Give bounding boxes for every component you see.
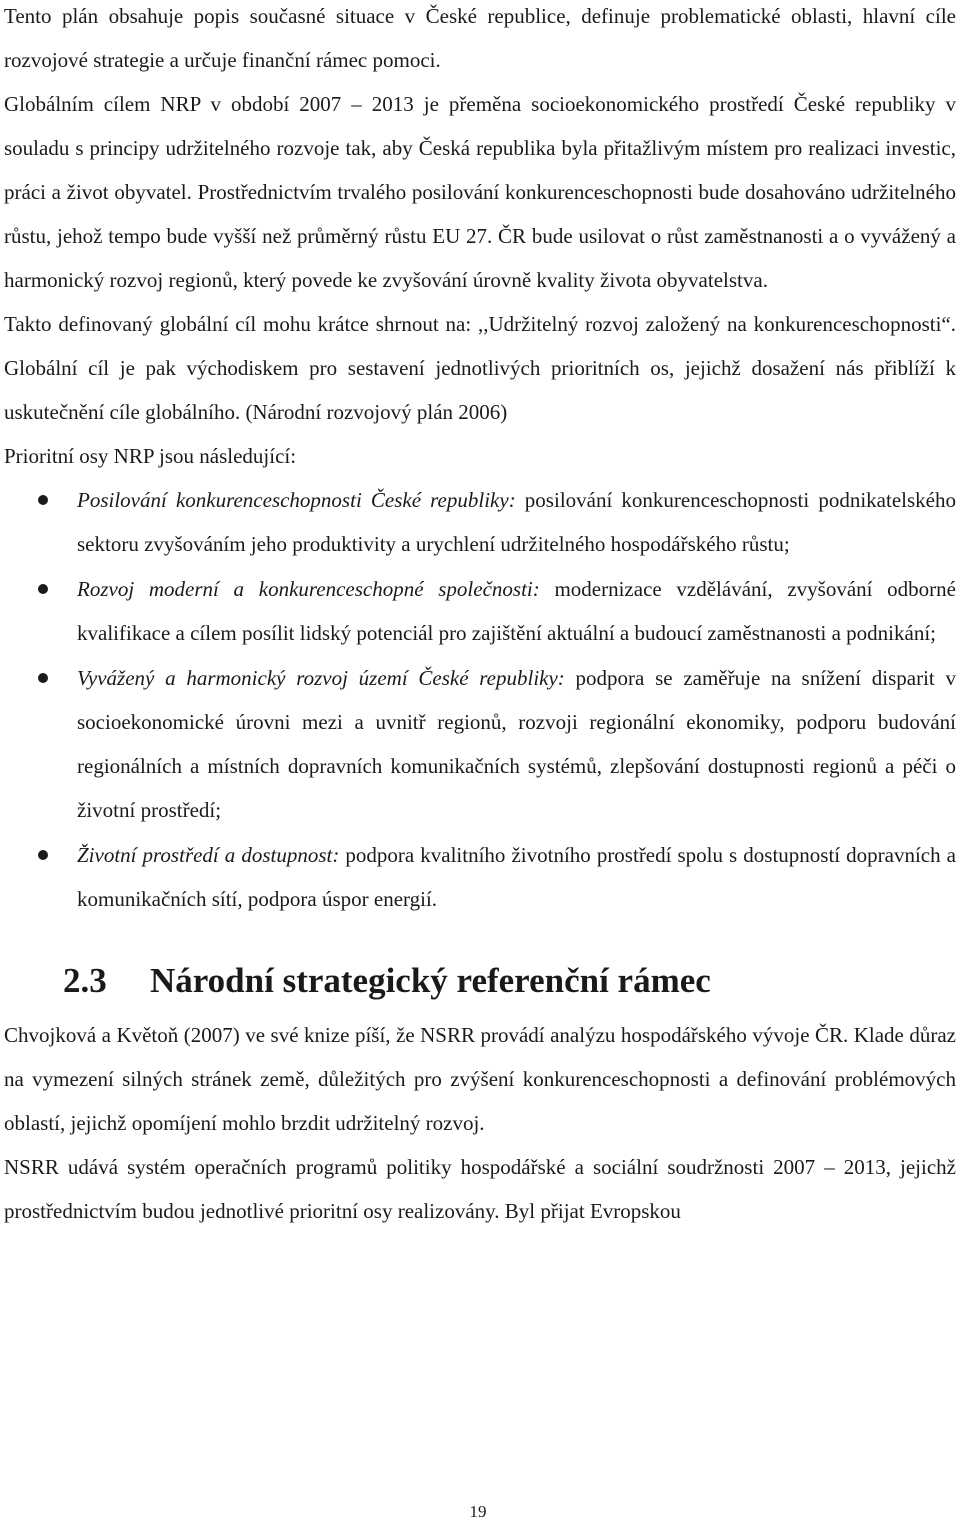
bullet-term: Rozvoj moderní a konkurenceschopné společnosti: <box>77 577 540 601</box>
section-number: 2.3 <box>63 961 107 1000</box>
bullet-icon <box>38 584 48 594</box>
bullet-term: Posilování konkurenceschopnosti České republiky: <box>77 488 516 512</box>
paragraph-summary: Takto definovaný globální cíl mohu krátce shrnout na: ,,Udržitelný rozvoj založený na konkurenceschopnosti“. Globální cíl je pak východiskem pro sestavení jednotlivých prioritních os, jejichž dosažení nás přiblíží k uskutečnění cíle globálního. (Národní rozvojový plán 2006) <box>4 312 956 424</box>
bullet-icon <box>38 495 48 505</box>
bullet-icon <box>38 673 48 683</box>
paragraph-global-goal: Globálním cílem NRP v období 2007 – 2013 je přeměna socioekonomického prostředí České republiky v souladu s principy udržitelného rozvoje tak, aby Česká republika byla přitažlivým místem pro realizaci investic, práci a život obyvatel. Prostřednictvím trvalého posilování konkurenceschopnosti bude dosahováno udržitelného růstu, jehož tempo bude vyšší než průměrný růstu EU 27. ČR bude usilovat o růst zaměstnanosti a o vyvážený a harmonický rozvoj regionů, který povede ke zvyšování úrovně kvality života obyvatelstva. <box>4 92 956 292</box>
paragraph-intro: Tento plán obsahuje popis současné situace v České republice, definuje problematické oblasti, hlavní cíle rozvojové strategie a určuje finanční rámec pomoci. <box>4 4 956 72</box>
paragraph-priority-axes-intro: Prioritní osy NRP jsou následující: <box>4 444 297 468</box>
paragraph-nsrr-system: NSRR udává systém operačních programů politiky hospodářské a sociální soudržnosti 2007 – 2013, jejichž prostřednictvím budou jednotlivé prioritní osy realizovány. Byl přijat Evropskou <box>4 1155 956 1223</box>
bullet-term: Životní prostředí a dostupnost: <box>77 843 340 867</box>
bullet-icon <box>38 850 48 860</box>
paragraph-nsrr-analysis: Chvojková a Květoň (2007) ve své knize píší, že NSRR provádí analýzu hospodářského vývoje ČR. Klade důraz na vymezení silných stránek země, důležitých pro zvýšení konkurenceschopnosti a definování problémových oblastí, jejichž opomíjení mohlo brzdit udržitelný rozvoj. <box>4 1023 956 1135</box>
priority-axes-list <box>4 478 956 921</box>
section-title: Národní strategický referenční rámec <box>150 961 711 1000</box>
list-item <box>4 656 956 832</box>
bullet-text: posilování konkurenceschopnosti podnikatelského sektoru zvyšováním jeho produktivity a urychlení udržitelného hospodářského růstu; <box>77 488 956 556</box>
section-heading <box>4 959 956 1003</box>
document-page <box>4 0 956 1233</box>
bullet-text: modernizace vzdělávání, zvyšování odborné kvalifikace a cílem posílit lidský potenciál pro zajištění aktuální a budoucí zaměstnanosti a podnikání; <box>77 577 956 645</box>
bullet-text: podpora kvalitního životního prostředí spolu s dostupností dopravních a komunikačních sítí, podpora úspor energií. <box>77 843 956 911</box>
bullet-term: Vyvážený a harmonický rozvoj území České republiky: <box>77 666 565 690</box>
bullet-text: podpora se zaměřuje na snížení disparit v socioekonomické úrovni mezi a uvnitř regionů, rozvoji regionální ekonomiky, podporu budování regionálních a místních dopravních komunikačních systémů, zlepšování dostupnosti regionů a péči o životní prostředí; <box>77 666 957 822</box>
list-item <box>4 567 956 655</box>
list-item <box>4 833 956 921</box>
list-item <box>4 478 956 566</box>
page-number: 19 <box>469 1502 487 1521</box>
